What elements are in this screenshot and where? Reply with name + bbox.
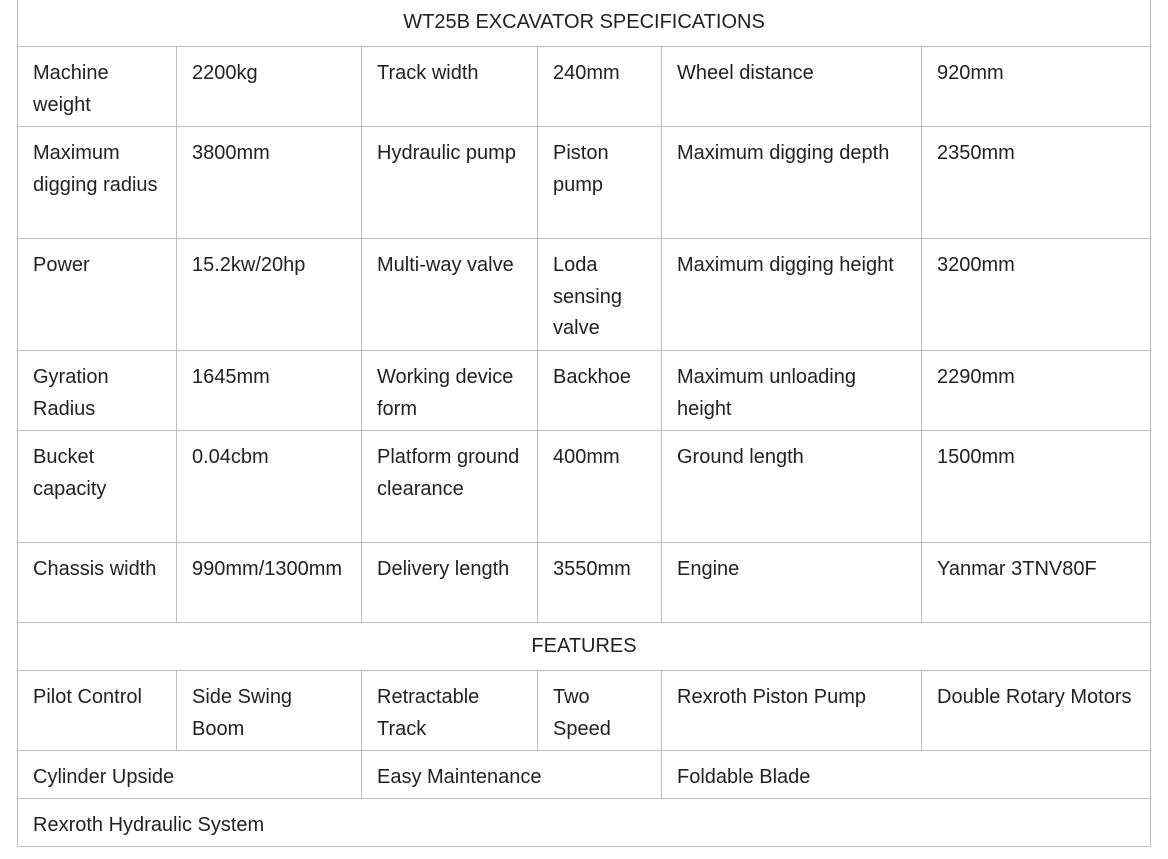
spec-value: 0.04cbm: [177, 431, 362, 543]
excavator-spec-table: [17, 0, 1151, 847]
spec-value: 240mm: [538, 47, 662, 127]
feature-item: Cylinder Upside: [18, 751, 362, 799]
spec-label: Gyration Radius: [18, 351, 177, 431]
feature-item: Rexroth Hydraulic System: [18, 799, 1151, 847]
spec-value: 990mm/1300mm: [177, 543, 362, 623]
spec-value: Yanmar 3TNV80F: [922, 543, 1151, 623]
spec-value: 2200kg: [177, 47, 362, 127]
spec-label: Wheel distance: [662, 47, 922, 127]
feature-item: Double Rotary Motors: [922, 671, 1151, 751]
spec-value: 3200mm: [922, 239, 1151, 351]
spec-label: Power: [18, 239, 177, 351]
spec-label: Engine: [662, 543, 922, 623]
title-row: [18, 0, 1151, 47]
spec-value: 3550mm: [538, 543, 662, 623]
spec-row: [18, 543, 1151, 623]
spec-value: 15.2kw/20hp: [177, 239, 362, 351]
spec-row: [18, 351, 1151, 431]
feature-item: Foldable Blade: [662, 751, 1151, 799]
spec-label: Multi-way valve: [362, 239, 538, 351]
spec-row: [18, 47, 1151, 127]
spec-value: Loda sensing valve: [538, 239, 662, 351]
spec-label: Maximum digging height: [662, 239, 922, 351]
spec-label: Machine weight: [18, 47, 177, 127]
feature-item: Rexroth Piston Pump: [662, 671, 922, 751]
features-title-row: [18, 623, 1151, 671]
spec-label: Working device form: [362, 351, 538, 431]
spec-value: 3800mm: [177, 127, 362, 239]
spec-row: [18, 431, 1151, 543]
features-row: [18, 671, 1151, 751]
spec-value: 920mm: [922, 47, 1151, 127]
spec-label: Track width: [362, 47, 538, 127]
spec-label: Bucket capacity: [18, 431, 177, 543]
spec-label: Ground length: [662, 431, 922, 543]
spec-label: Maximum unloading height: [662, 351, 922, 431]
feature-item: Easy Maintenance: [362, 751, 662, 799]
spec-value: 400mm: [538, 431, 662, 543]
spec-row: [18, 127, 1151, 239]
spec-label: Maximum digging depth: [662, 127, 922, 239]
spec-value: Piston pump: [538, 127, 662, 239]
spec-label: Chassis width: [18, 543, 177, 623]
features-row: [18, 799, 1151, 847]
feature-item: Two Speed: [538, 671, 662, 751]
spec-row: [18, 239, 1151, 351]
spec-table-title: WT25B EXCAVATOR SPECIFICATIONS: [18, 0, 1151, 47]
spec-label: Hydraulic pump: [362, 127, 538, 239]
spec-value: 1645mm: [177, 351, 362, 431]
spec-value: 2290mm: [922, 351, 1151, 431]
spec-value: Backhoe: [538, 351, 662, 431]
feature-item: Pilot Control: [18, 671, 177, 751]
spec-label: Delivery length: [362, 543, 538, 623]
spec-label: Platform ground clearance: [362, 431, 538, 543]
spec-label: Maximum digging radius: [18, 127, 177, 239]
spec-value: 2350mm: [922, 127, 1151, 239]
feature-item: Retractable Track: [362, 671, 538, 751]
spec-value: 1500mm: [922, 431, 1151, 543]
feature-item: Side Swing Boom: [177, 671, 362, 751]
features-row: [18, 751, 1151, 799]
features-title: FEATURES: [18, 623, 1151, 671]
